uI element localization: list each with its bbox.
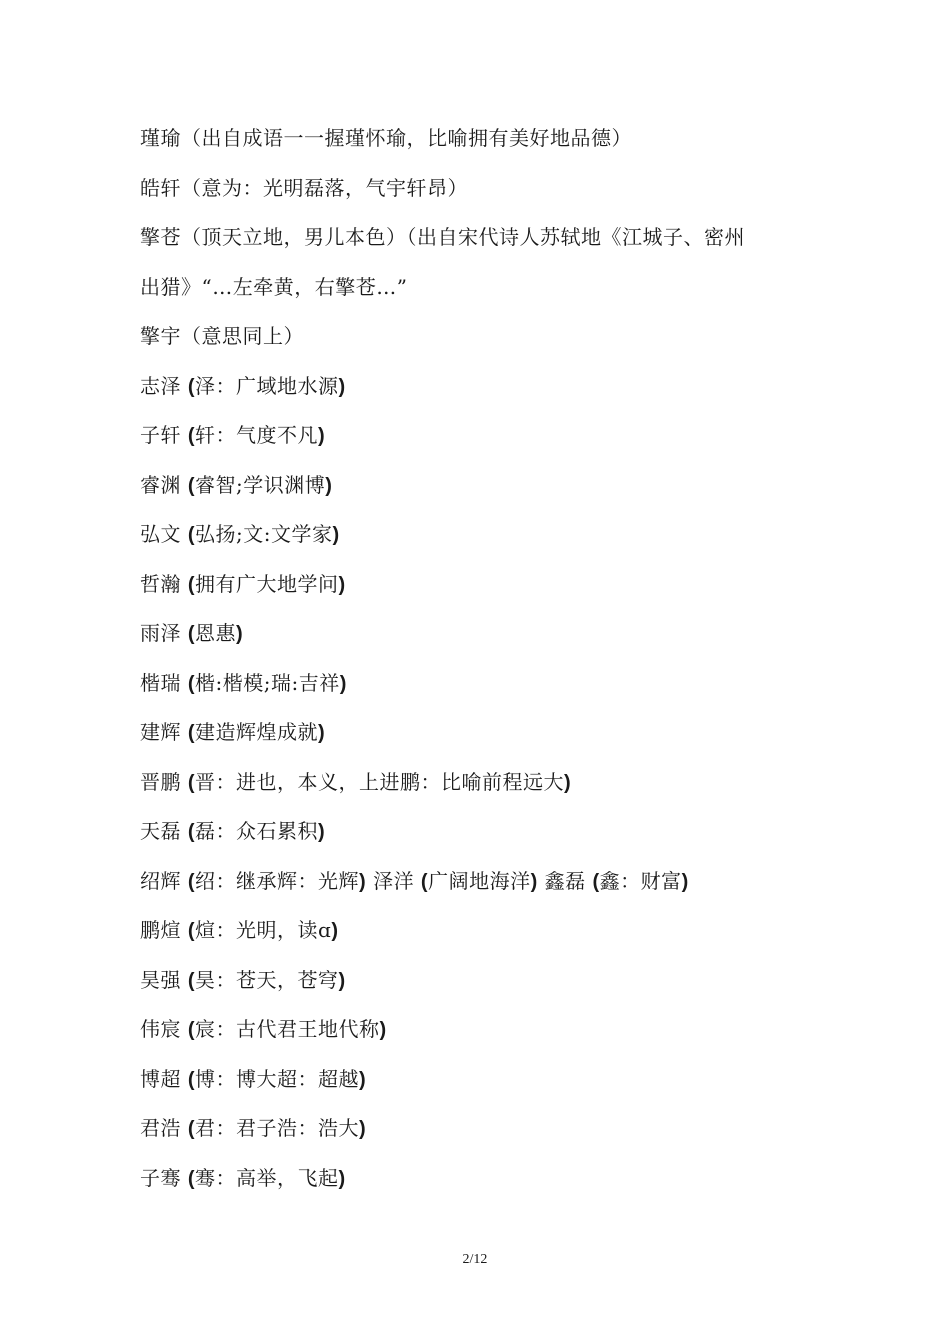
text-line: 楷瑞 (楷:楷模;瑞:吉祥) — [140, 670, 347, 695]
text-line: 子骞 (骞：高举，飞起) — [140, 1165, 346, 1190]
text-line: 出猎》“…左牵黄，右擎苍…” — [140, 274, 408, 299]
text-line: 建辉 (建造辉煌成就) — [140, 720, 326, 744]
text-line: 博超 (博：博大超：超越) — [140, 1066, 367, 1091]
text-line: 哲瀚 (拥有广大地学问) — [140, 571, 346, 596]
text-line: 志泽 (泽：广域地水源) — [140, 373, 346, 398]
text-line: 晋鹏 (晋：进也，本义，上进鹏：比喻前程远大) — [140, 769, 572, 794]
text-line: 擎宇（意思同上） — [140, 324, 304, 348]
text-line: 擎苍（顶天立地，男儿本色）（出自宋代诗人苏轼地《江城子、密州 — [140, 225, 745, 249]
text-line: 君浩 (君：君子浩：浩大) — [140, 1116, 367, 1140]
text-line: 子轩 (轩：气度不凡) — [140, 423, 326, 447]
text-line: 伟宸 (宸：古代君王地代称) — [140, 1017, 387, 1041]
text-line: 睿渊 (睿智;学识渊博) — [140, 472, 333, 497]
text-line: 鹏煊 (煊：光明，读ɑ) — [140, 918, 339, 942]
text-line: 弘文 (弘扬;文:文学家) — [140, 522, 340, 546]
text-line: 昊强 (昊：苍天，苍穹) — [140, 967, 346, 992]
text-line: 瑾瑜（出自成语一一握瑾怀瑜，比喻拥有美好地品德） — [140, 126, 632, 150]
text-line: 天磊 (磊：众石累积) — [140, 819, 326, 843]
name-list — [140, 120, 820, 1209]
page-number: 2/12 — [462, 1252, 488, 1267]
text-line: 皓轩（意为：光明磊落，气宇轩昂） — [140, 175, 468, 200]
text-line: 雨泽 (恩惠) — [140, 621, 244, 645]
text-line: 绍辉 (绍：继承辉：光辉) 泽洋 (广阔地海洋) 鑫磊 (鑫：财富) — [140, 868, 689, 893]
